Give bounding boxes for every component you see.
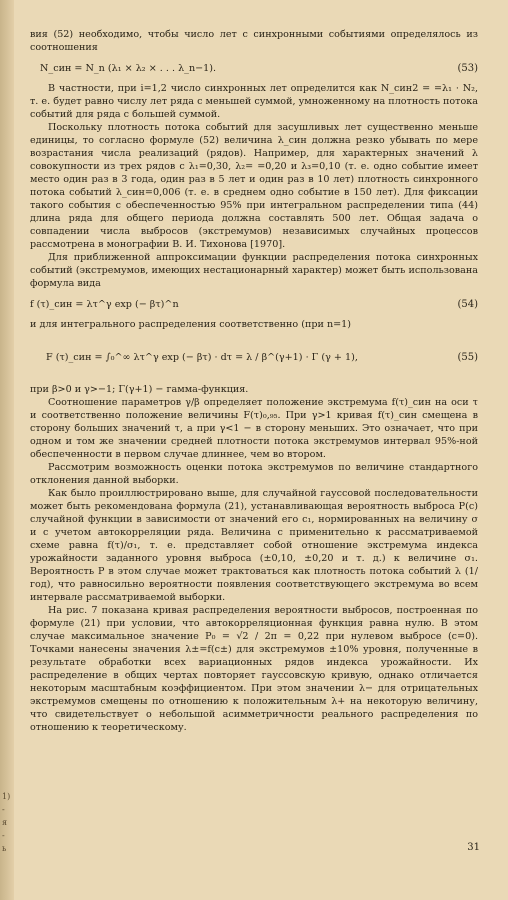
paragraph: Поскольку плотность потока событий для засушливых лет существенно меньше единицы, то согласно формуле (52) величина λ_син должна резко убывать по мере возрастания числа реализаций (рядов). Например, для характерных значений λ совокупности из трех рядов с λ₁=0,30, λ₂= =0,20 и λ₃=0,10 (т. е. одно событие имеет место один раз в 3 года, один раз в 5 лет и один раз в 10 лет) плотность синхронного потока событий λ_син=0,006 (т. е. в среднем одно событие в 150 лет). Для фиксации такого события с обеспеченностью 95% при интегральном распределении типа (44) длина ряда для общего периода должна составлять 500 лет. Общая задача о совпадении числа выбросов (экстремумов) независимых случайных процессов рассмотрена в монографии В. И. Тихонова [1970].	[30, 122, 478, 250]
equation-number: (54)	[457, 298, 478, 310]
page-body	[30, 28, 478, 734]
page-number: 31	[467, 842, 480, 853]
formula-text: N_син = N_n (λ₁ × λ₂ × . . . λ_n−1).	[40, 62, 217, 74]
paragraph: при β>0 и γ>−1; Γ(γ+1) − гамма-функция.	[30, 384, 249, 395]
equation-number: (53)	[457, 62, 478, 74]
paragraph: вия (52) необходимо, чтобы число лет с синхронными событиями определялось из соотношения	[30, 29, 478, 53]
paragraph: В частности, при i=1,2 число синхронных лет определится как N_син2 = =λ₁ · N₂, т. е. будет равно числу лет ряда с меньшей суммой, умноженному на плотность потока событий для ряда с большей суммой.	[30, 83, 478, 120]
paragraph: Для приближенной аппроксимации функции распределения потока синхронных событий (экстремумов, имеющих нестационарный характер) может быть использована формула вида	[30, 252, 478, 289]
formula-text: f (τ)_син = λτ^γ exp (− βτ)^n	[30, 298, 179, 310]
paragraph: и для интегрального распределения соответственно (при n=1)	[30, 319, 352, 330]
equation-number: (55)	[457, 351, 478, 363]
formula-55	[30, 334, 478, 380]
edge-mark: я	[2, 818, 8, 827]
edge-mark: -	[2, 831, 5, 840]
page-edge-left	[0, 0, 14, 900]
paragraph: На рис. 7 показана кривая распределения вероятности выбросов, построенная по формуле (21) при условии, что автокорреляционная функция равна нулю. В этом случае максимальное значение P₀ = √2 / 2π = 0,22 при нулевом выбросе (c=0). Точками нанесены значения λ±=f(c±) для экстремумов ±10% уровня, полученные в результате обработки всех вариационных рядов индекса урожайности. Их распределение в общих чертах повторяет гауссовскую кривую, однако отличается некоторым масштабным коэффициентом. При этом значении λ− для отрицательных экстремумов смещены по отношению к положительным λ+ на некоторую величину, что свидетельствует о небольшой асимметричности реального распределения по отношению к теоретическому.	[30, 605, 478, 733]
paragraph: Как было проиллюстрировано выше, для случайной гауссовой последовательности может быть рекомендована формула (21), устанавливающая вероятность выброса P(c) случайной функции в зависимости от значений его c₁, нормированных на величину σ и с учетом автокорреляции ряда. Величина c применительно к рассматриваемой схеме равна f(τ)/σ₁, т. е. представляет собой отношение экстремума индекса урожайности заданного уровня выброса (±0,10, ±0,20 и т. д.) к величине σ₁. Вероятность P в этом случае может трактоваться как плотность потока событий λ (1/год), что равносильно вероятности появления соответствующего экстремума во всем интервале рассматриваемой выборки.	[30, 488, 478, 603]
formula-text: F (τ)_син = ∫₀^∞ λτ^γ exp (− βτ) · dτ = λ / β^(γ+1) · Γ (γ + 1),	[46, 351, 358, 363]
edge-mark: ь	[2, 844, 7, 853]
edge-mark: -	[2, 805, 5, 814]
paragraph: Соотношение параметров γ/β определяет положение экстремума f(τ)_син на оси τ и соответственно положение величины F(τ)₀,₉₅. При γ>1 кривая f(τ)_син смещена в сторону больших значений τ, а при γ<1 − в сторону меньших. Это означает, что при одном и том же значении средней плотности потока экстремумов интервал 95%-ной обеспеченности в первом случае длиннее, чем во втором.	[30, 397, 478, 460]
formula-54	[30, 293, 478, 315]
edge-marks	[0, 790, 14, 855]
edge-mark: 1)	[2, 792, 11, 801]
formula-53	[30, 57, 478, 79]
paragraph: Рассмотрим возможность оценки потока экстремумов по величине стандартного отклонения данной выборки.	[30, 462, 478, 486]
